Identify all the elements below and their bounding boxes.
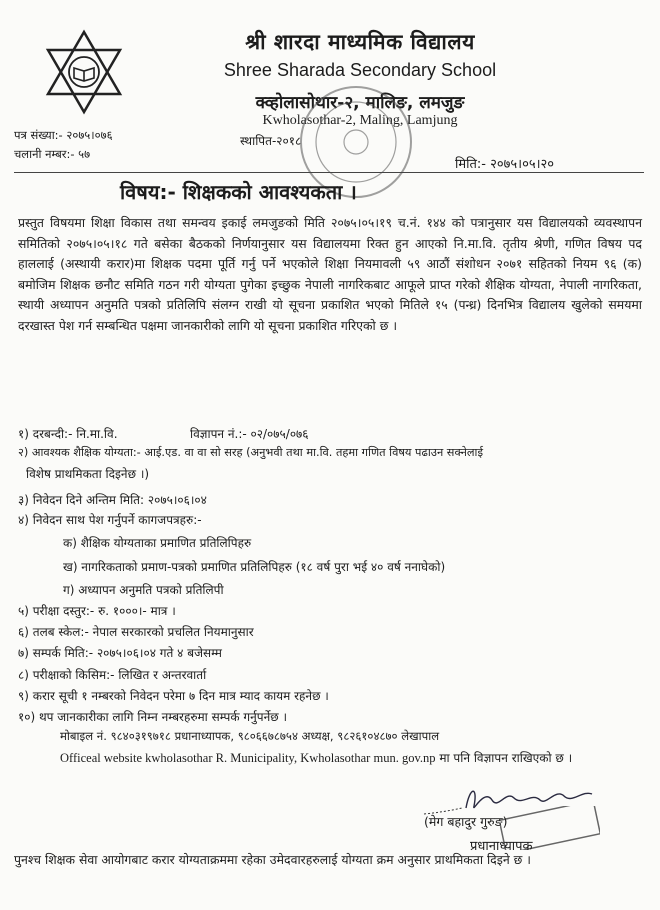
- notice-subject: विषय:- शिक्षकको आवश्यकता ।: [120, 180, 357, 204]
- postscript: पुनश्च शिक्षक सेवा आयोगबाट करार योग्यताक्रममा रहेका उमेदवारहरुलाई योग्यता क्रम अनुसार प्राथमिकता दिइने छ ।: [14, 852, 531, 867]
- signatory-name: (मेग बहादुर गुरुङ): [424, 814, 508, 829]
- list-item: ग) अध्यापन अनुमति पत्रको प्रतिलिपी: [63, 583, 224, 597]
- contact-numbers: मोबाइल नं. ९८४०३१९७१८ प्रधानाध्यापक, ९८०६६७८७५४ अध्यक्ष, ९८२६१०४८७० लेखापाल: [60, 729, 440, 743]
- header-divider: [14, 172, 644, 173]
- list-item: २) आवश्यक शैक्षिक योग्यता:- आई.एड. वा वा सो सरह (अनुभवी तथा मा.वि. तहमा गणित विषय पढाउन सक्नेलाई: [18, 446, 484, 459]
- school-name-english: Shree Sharada Secondary School: [223, 60, 497, 80]
- website-note: [60, 749, 572, 766]
- school-name-nepali: श्री शारदा माध्यमिक विद्यालय: [245, 30, 475, 54]
- signatory-title: प्रधानाध्यापक: [470, 839, 533, 854]
- list-item: विशेष प्राथमिकता दिइनेछ ।): [26, 467, 150, 481]
- list-item: ९) करार सूची १ नम्बरको निवेदन परेमा ७ दिन मात्र म्याद कायम रहनेछ ।: [18, 689, 329, 703]
- list-item: ६) तलब स्केल:- नेपाल सरकारको प्रचलित नियमानुसार: [18, 625, 254, 639]
- list-item: १०) थप जानकारीका लागि निम्न नम्बरहरुमा सम्पर्क गर्नुपर्नेछ ।: [18, 710, 288, 724]
- website-suffix: मा पनि विज्ञापन राखिएको छ ।: [435, 751, 573, 765]
- list-item: ४) निवेदन साथ पेश गर्नुपर्ने कागजपत्रहरु:-: [18, 513, 202, 527]
- notice-date: मिति:- २०७५।०५।२०: [455, 157, 555, 172]
- school-logo: [40, 28, 128, 116]
- list-item: ५) परीक्षा दस्तुर:- रु. १०००।- मात्र ।: [18, 604, 176, 618]
- list-item: ८) परीक्षाको किसिम:- लिखित र अन्तरवार्ता: [18, 668, 207, 682]
- list-item: ख) नागरिकताको प्रमाण-पत्रको प्रमाणित प्रतिलिपिहरु (१८ वर्ष पुरा भई ४० वर्ष ननाघेको): [63, 560, 446, 574]
- list-item: क) शैक्षिक योग्यताका प्रमाणित प्रतिलिपिहरु: [63, 536, 252, 550]
- website-text: Officeal website kwholasothar R. Municipality, Kwholasothar mun. gov.np: [60, 751, 436, 765]
- address-nepali: क्व्होलासोथार-२, मालिङ, लमजुङ: [255, 93, 465, 113]
- list-item: ७) सम्पर्क मिति:- २०७५।०६।०४ गते ४ बजेसम्म: [18, 646, 222, 660]
- list-item: १) दरबन्दी:- नि.मा.वि.: [18, 427, 118, 441]
- established-year: स्थापित-२०१८: [240, 134, 302, 148]
- letter-number: पत्र संख्या:- २०७५।०७६: [14, 128, 113, 142]
- address-english: Kwholasothar-2, Maling, Lamjung: [262, 113, 458, 128]
- list-item: ३) निवेदन दिने अन्तिम मिति: २०७५।०६।०४: [18, 493, 207, 507]
- notice-body: प्रस्तुत विषयमा शिक्षा विकास तथा समन्वय इकाई लमजुङको मिति २०७५।०५।१९ च.नं. १४४ को पत्रानुसार यस विद्यालयको व्यवस्थापन समितिको २०७५।०५।१८ गते बसेका बैठकको निर्णयानुसार यस विद्यालयमा रिक्त हुन आएको नि.मा.वि. तृतीय श्रेणी, गणित विषय पद हाललाई (अस्थायी करार)मा शिक्षक पदमा पूर्ति गर्नु पर्ने भएकोले शिक्षा नियमावली ५९ आठौं संशोधन २०७१ सहितको नियम ९६ (क) बमोजिम शिक्षक छनौट समिति गठन गरी योग्यता पुगेका इच्छुक नेपाली नागरिकबाट आफूले प्राप्त गरेको शैक्षिक योग्यता, नेपाली नागरिकता, स्थायी अध्यापन अनुमति पत्रको प्रतिलिपि संलग्न राखी यो सूचना प्रकाशित भएको मितिले १५ (पन्ध्र) दिनभित्र विद्यालय खुलेको समयमा दरखास्त पेश गर्न सम्बन्धित पक्षमा जानकारीको लागि यो सूचना प्रकाशित गरिएको छ ।: [18, 215, 642, 333]
- list-item: विज्ञापन नं.:- ०२/०७५/०७६: [190, 427, 309, 441]
- dispatch-number: चलानी नम्बर:- ५७: [14, 147, 91, 161]
